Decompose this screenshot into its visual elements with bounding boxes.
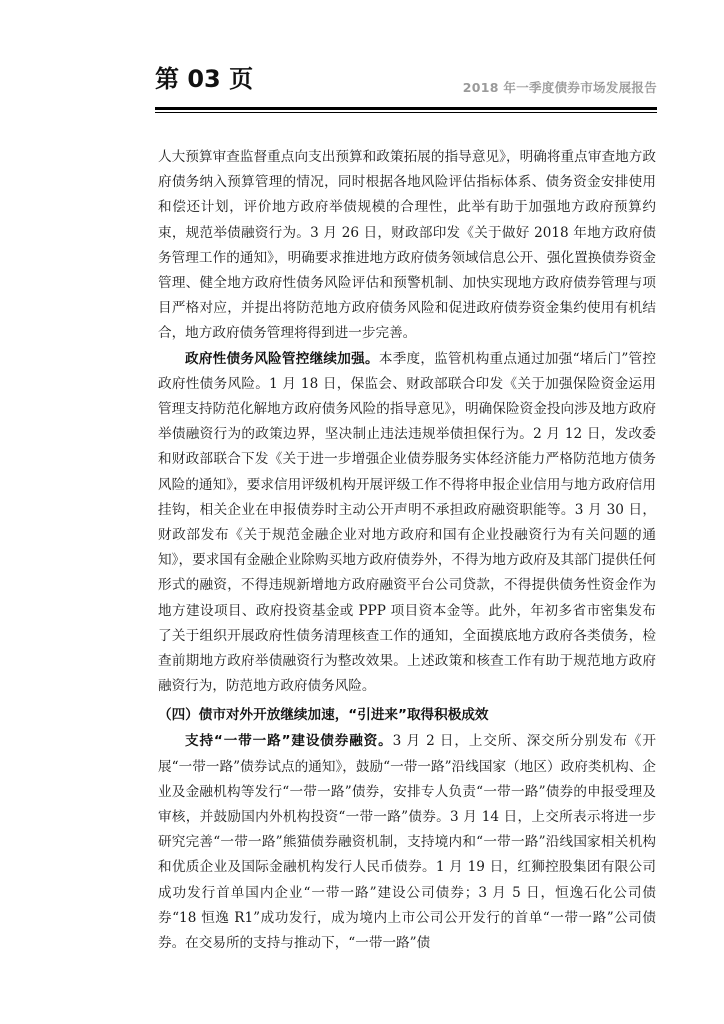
document-body [158, 145, 656, 956]
paragraph-lead-text: 支持“一带一路”建设债券融资。 [185, 733, 393, 750]
page-header [155, 64, 657, 104]
paragraph-belt-road-bonds [158, 729, 656, 956]
paragraph-budget-oversight: 人大预算审查监督重点向支出预算和政策拓展的指导意见》，明确将重点审查地方政府债务纳入预算管理的情况，同时根据各地风险评估指标体系、债务资金安排使用和偿还计划，评价地方政府举债规模的合理性，此举有助于加强地方政府预算约束，规范举债融资行为。3 月 26 日，财政部印发《关于做好 2018 年地方政府债务管理工作的通知》，明确要求推进地方政府债务领域信息公开、强化置换债券资金管理、健全地方政府性债务风险评估和预警机制、加快实现地方政府债券管理与项目严格对应，并提出将防范地方政府债务风险和促进政府债券资金集约使用有机结合，地方政府债务管理将得到进一步完善。 [158, 149, 656, 342]
section-heading: （四）债市对外开放继续加速，“引进来”取得积极成效 [158, 707, 489, 724]
page-number: 第 03 页 [155, 65, 254, 93]
header-rule-thick [155, 107, 657, 110]
paragraph-text: 3 月 2 日，上交所、深交所分别发布《开展“一带一路”债券试点的通知》，鼓励“一带一路”沿线国家（地区）政府类机构、企业及金融机构等发行“一带一路”债券，安排专人负责“一带一路”债券的申报受理及审核，并鼓励国内外机构投资“一带一路”债券。3 月 14 日，上交所表示将进一步研究完善“一带一路”熊猫债券融资机制，支持境内和“一带一路”沿线国家相关机构和优质企业及国际金融机构发行人民币债券。1 月 19 日，红狮控股集团有限公司成功发行首单国内企业“一带一路”建设公司债券；3 月 5 日，恒逸石化公司债券“18 恒逸 R1”成功发行，成为境内上市公司公开发行的首单“一带一路”公司债券。在交易所的支持与推动下，“一带一路”债 [158, 733, 656, 952]
report-title: 2018 年一季度债券市场发展报告 [462, 80, 657, 95]
paragraph-debt-risk-control [158, 347, 656, 700]
header-rule-thin [155, 112, 657, 113]
paragraph-lead-text: 政府性债务风险管控继续加强。 [185, 350, 379, 367]
paragraph-text: 本季度，监管机构重点通过加强“堵后门”管控政府性债务风险。1 月 18 日，保监会、财政部联合印发《关于加强保险资金运用管理支持防范化解地方政府债务风险的指导意见》，明确保险资金投向涉及地方政府举债融资行为的政策边界，坚决制止违法违规举债担保行为。2 月 12 日，发改委和财政部联合下发《关于进一步增强企业债券服务实体经济能力严格防范地方债务风险的通知》，要求信用评级机构开展评级工作不得将申报企业信用与地方政府信用挂钩，相关企业在申报债券时主动公开声明不承担政府融资职能等。3 月 30 日，财政部发布《关于规范金融企业对地方政府和国有企业投融资行为有关问题的通知》，要求国有金融企业除购买地方政府债券外，不得为地方政府及其部门提供任何形式的融资，不得违规新增地方政府融资平台公司贷款，不得提供债务性资金作为地方建设项目、政府投资基金或 PPP 项目资本金等。此外，年初多省市密集发布了关于组织开展政府性债务清理核查工作的通知，全面摸底地方政府各类债务，检查前期地方政府举债融资行为整改效果。上述政策和核查工作有助于规范地方政府融资行为，防范地方政府债务风险。 [158, 350, 656, 695]
